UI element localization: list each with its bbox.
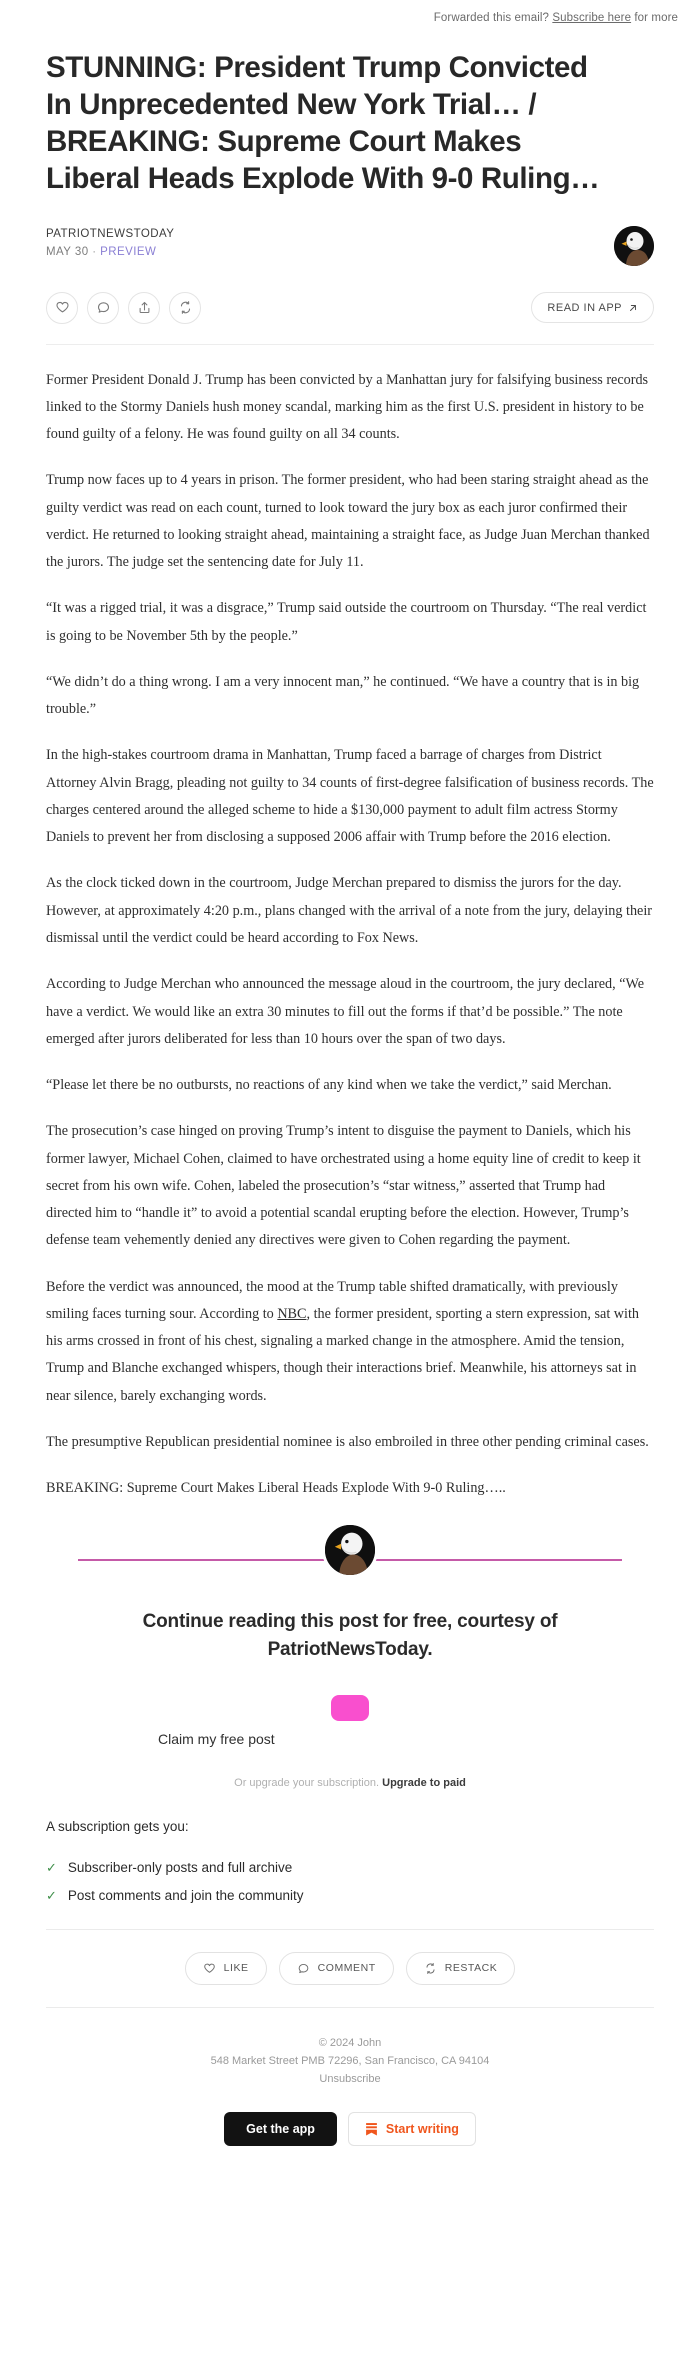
read-in-app-label: READ IN APP	[547, 301, 622, 314]
footer-buttons	[46, 2112, 654, 2186]
like-pill-button[interactable]	[185, 1952, 267, 1985]
footer	[46, 2034, 654, 2088]
divider-below-perks	[46, 1929, 654, 1930]
start-writing-button[interactable]	[348, 2112, 476, 2146]
paragraph: Trump now faces up to 4 years in prison. The former president, who had been staring straight ahead as the guilty verdict was read on each count, turned to look toward the jury box as each juror confirmed their verdict. He returned to looking straight ahead, maintaining a straight face, as Judge Juan Merchan thanked the jurors. The judge set the sentencing date for July 11.	[46, 472, 650, 571]
perks-title: A subscription gets you:	[46, 1818, 189, 1834]
perk-label: Subscriber-only posts and full archive	[67, 1859, 293, 1875]
post-date: MAY 30	[46, 245, 89, 258]
comment-icon	[96, 300, 111, 315]
paywall-divider	[46, 1522, 654, 1596]
paragraph-with-link	[46, 1274, 654, 1410]
footer-address: 548 Market Street PMB 72296, San Francisco, CA 94104	[210, 2054, 490, 2067]
subscribe-here-link[interactable]: Subscribe here	[552, 12, 632, 24]
paragraph: Former President Donald J. Trump has been convicted by a Manhattan jury for falsifying business records linked to the Stormy Daniels hush money scandal, marking him as the first U.S. president in history to be found guilty of a felony. He was found guilty on all 34 counts.	[46, 371, 649, 443]
paragraph-text-before-link: Before the verdict was announced, the mood at the Trump table shifted dramatically, with previously smiling faces turning sour. According to	[46, 1278, 618, 1322]
paragraph-text-after-link: , the former president, sporting a stern expression, sat with his arms crossed in front of his chest, signaling a marked change in the atmosphere. Amid the tension, Trump and Blanche exchanged whispers, though their interactions brief. Meanwhile, his attorneys sat in near silence, barely exchanging words.	[46, 1305, 640, 1404]
paragraph: “We didn’t do a thing wrong. I am a very innocent man,” he continued. “We have a country that is in big trouble.”	[46, 673, 640, 718]
restack-button[interactable]	[169, 292, 201, 324]
nbc-link[interactable]: NBC	[277, 1305, 307, 1322]
byline-text	[46, 226, 174, 258]
forwarded-suffix: for more	[634, 12, 678, 24]
publication-name[interactable]: PATRIOTNEWSTODAY	[46, 227, 175, 240]
heart-icon	[55, 300, 70, 315]
start-writing-label: Start writing	[385, 2121, 459, 2136]
footer-action-bar	[46, 1952, 654, 1985]
comment-pill-label: COMMENT	[317, 1962, 376, 1975]
like-pill-label: LIKE	[223, 1962, 249, 1975]
paragraph: “Please let there be no outbursts, no reactions of any kind when we take the verdict,” said Merchan.	[46, 1077, 612, 1094]
like-button[interactable]	[46, 292, 78, 324]
arrow-up-right-icon	[628, 303, 638, 313]
footer-copyright: © 2024 John	[318, 2036, 382, 2049]
unsubscribe-link[interactable]: Unsubscribe	[319, 2072, 381, 2085]
share-button[interactable]	[128, 292, 160, 324]
restack-icon	[178, 300, 193, 315]
restack-icon	[424, 1962, 437, 1975]
read-in-app-button[interactable]	[531, 292, 654, 323]
share-icon	[137, 300, 152, 315]
forwarded-prefix: Forwarded this email?	[433, 12, 550, 24]
teaser-paragraph: BREAKING: Supreme Court Makes Liberal Heads Explode With 9-0 Ruling…..	[46, 1480, 506, 1497]
claim-free-post-label[interactable]: Claim my free post	[158, 1730, 275, 1747]
divider-above-footer	[46, 2007, 654, 2008]
get-the-app-button[interactable]	[224, 2112, 337, 2146]
check-icon: ✓	[46, 1887, 57, 1903]
comment-button[interactable]	[87, 292, 119, 324]
meta-separator: ·	[92, 245, 97, 258]
divider-below-actions	[46, 344, 654, 345]
status-badge: PREVIEW	[100, 245, 157, 258]
heart-icon	[203, 1962, 216, 1975]
paywall-avatar	[322, 1522, 378, 1578]
page-title: STUNNING: President Trump Convicted In Unprecedented New York Trial… / BREAKING: Supreme Court Makes Liberal Heads Explode With 9-0 Ruling…	[46, 51, 600, 195]
paragraph: As the clock ticked down in the courtroom, Judge Merchan prepared to dismiss the jurors for the day. However, at approximately 4:20 p.m., plans changed with the arrival of a note from the jury, delaying their dismissal until the verdict could be heard according to Fox News.	[46, 875, 653, 947]
comment-pill-button[interactable]	[279, 1952, 394, 1985]
avatar[interactable]	[614, 226, 654, 266]
publication-meta	[46, 246, 174, 258]
upgrade-line	[46, 1777, 654, 1789]
list-item	[46, 1860, 654, 1875]
subscription-perks	[46, 1819, 654, 1903]
paragraph: In the high-stakes courtroom drama in Manhattan, Trump faced a barrage of charges from District Attorney Alvin Bragg, pleading not guilty to 34 counts of first-degree falsification of business records. The charges centered around the alleged scheme to hide a $130,000 payment to adult film actress Stormy Daniels to prevent her from disclosing a supposed 2006 affair with Trump before the 2016 election.	[46, 747, 654, 846]
paragraph: According to Judge Merchan who announced the message aloud in the courtroom, the jury declared, “We have a verdict. We would like an extra 30 minutes to fill out the forms if that’d be possible.” The note emerged after jurors deliberated for less than 10 hours over the span of two days.	[46, 976, 645, 1047]
perk-label: Post comments and join the community	[67, 1887, 304, 1903]
upgrade-to-paid-link[interactable]: Upgrade to paid	[382, 1776, 466, 1789]
get-the-app-label: Get the app	[246, 2121, 315, 2136]
substack-logo-icon	[365, 2122, 378, 2136]
perk-list	[46, 1860, 654, 1903]
paywall-heading: Continue reading this post for free, courtesy of PatriotNewsToday.	[142, 1610, 558, 1661]
restack-pill-label: RESTACK	[444, 1962, 498, 1975]
restack-pill-button[interactable]	[406, 1952, 516, 1985]
post-action-bar	[46, 292, 654, 324]
action-icon-group	[46, 292, 201, 324]
post-body	[46, 367, 654, 1503]
check-icon: ✓	[46, 1859, 57, 1875]
comment-icon	[297, 1962, 310, 1975]
byline	[46, 226, 654, 266]
paragraph: The presumptive Republican presidential nominee is also embroiled in three other pending criminal cases.	[46, 1434, 649, 1450]
list-item	[46, 1888, 654, 1903]
paragraph: The prosecution’s case hinged on proving Trump’s intent to disguise the payment to Daniels, which his former lawyer, Michael Cohen, claimed to have orchestrated using a home equity line of credit to keep it secret from his own wife. Cohen, labeled the prosecution’s “star witness,” asserted that Trump had directed him to “handle it” to avoid a potential scandal erupting before the election. However, Trump’s defense team vehemently denied any directives were given to Cohen regarding the payment.	[46, 1123, 641, 1249]
claim-free-post-button[interactable]	[331, 1695, 369, 1721]
forwarded-banner	[0, 0, 700, 24]
paragraph: “It was a rigged trial, it was a disgrace,” Trump said outside the courtroom on Thursday. “The real verdict is going to be November 5th by the people.”	[46, 600, 647, 644]
upgrade-prefix: Or upgrade your subscription.	[234, 1776, 380, 1789]
paywall-cta-zone	[46, 1691, 654, 1789]
